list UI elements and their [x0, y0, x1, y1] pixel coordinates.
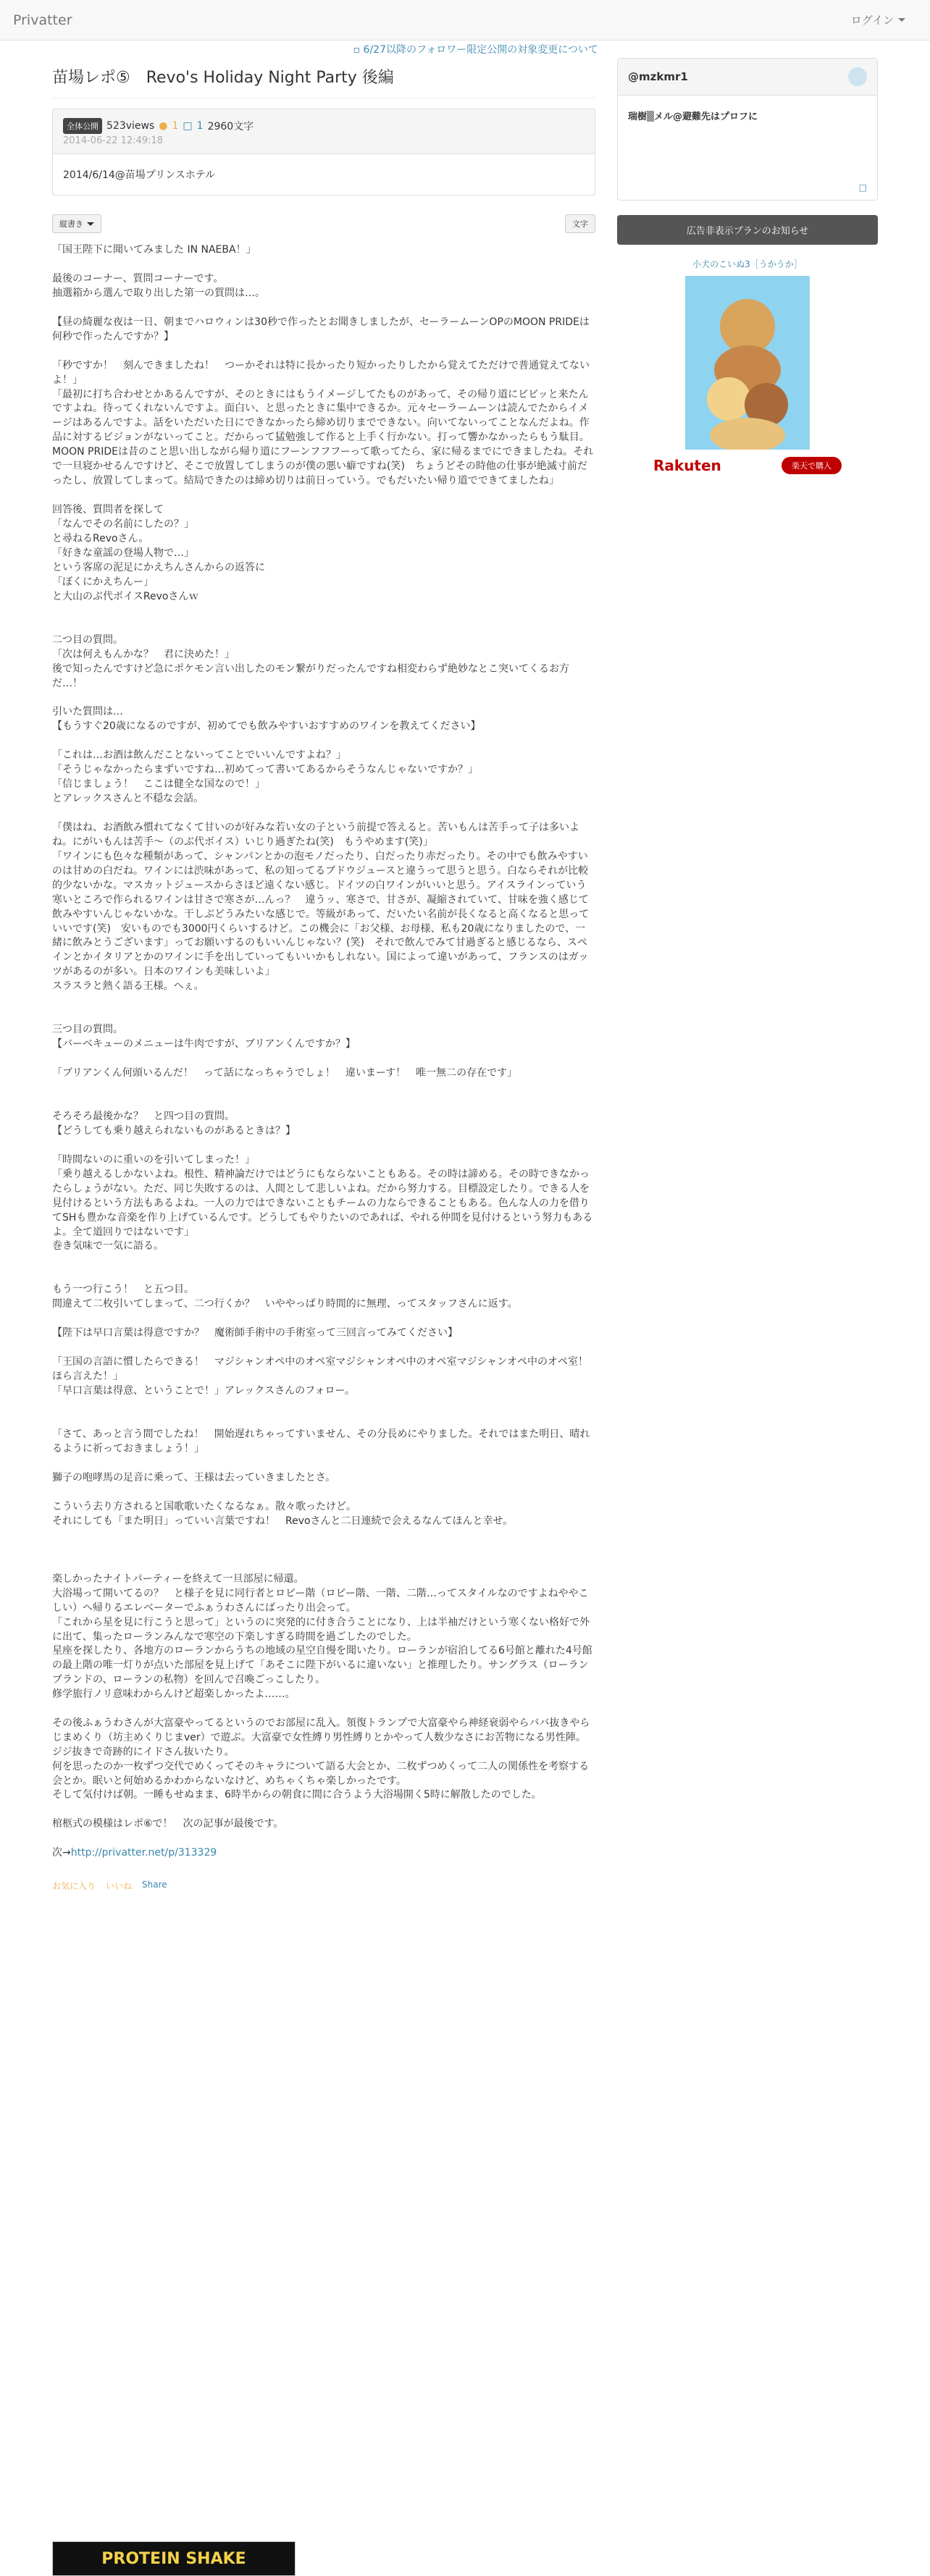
body-paragraph — [52, 1457, 595, 1471]
body-paragraph — [52, 1413, 595, 1428]
vertical-writing-button[interactable] — [52, 214, 101, 233]
bookmarks-count: 1 — [196, 120, 204, 132]
body-paragraph: 【もうすぐ20歳になるのですが、初めてでも飲みやすいおすすめのワインを教えてください】 — [52, 720, 481, 733]
body-paragraph — [52, 691, 595, 705]
body-paragraph — [52, 1341, 595, 1355]
rakuten-logo: Rakuten — [653, 457, 721, 474]
profile-header — [618, 59, 877, 96]
char-count: 2960文字 — [207, 121, 254, 132]
like-icon: ● — [159, 120, 168, 132]
next-post-link[interactable]: http://privatter.net/p/313329 — [70, 1847, 217, 1859]
body-paragraph: 「なんでその名前にしたの？」 — [52, 518, 194, 530]
profile-bio: 瑞樹▒メル@避難先はプロフに — [628, 111, 758, 122]
ad-plan-button[interactable]: 広告非表示プランのお知らせ — [617, 215, 878, 245]
body-paragraph — [52, 301, 595, 316]
body-paragraph: 「最初に打ち合わせとかあるんですが、そのときにはもうイメージしてたものがあって、その帰り道にビビッと来たんですよね。待ってくれないんですよ。面白い、と思ったときに集中できるか。元々セーラームーンは読んでたからイメージはあるんですよ。話をいただいた日にできなかったら締め切りまでできない。向いてないってことなんだよね。作品に対するビジョンがないってこと。だからって猛勉強して作ると上手く行かない。打って響かなかったらもう駄目。MOON PRIDEは昔のこと思い出しながら帰り道にフーンフフフーって歌ってたら、家に帰るまでにできましたね。それで一旦寝かせるんですけど、そこで放置してしまうのが僕の悪い癖ですね(笑) ちょうどその時他の仕事が絶滅寸前だったし、放置してしまって。結局できたのは締め切りは前日っていう。でもだいたい帰り道でできてましたね」 — [52, 388, 594, 487]
bookmark-icon: □ — [183, 120, 193, 132]
body-paragraph: そろそろ最後かな？ と四つ目の質問。 — [52, 1111, 235, 1122]
body-paragraph: 【どうしても乗り越えられないものがあるときは？】 — [52, 1125, 296, 1137]
main-content — [52, 56, 598, 1892]
body-paragraph: 「好きな童謡の登場人物で…」 — [52, 547, 194, 559]
body-paragraph: 「乗り越えるしかないよね。根性、精神論だけではどうにもならないこともある。その時は諦める。その時できなかったらしょうがない。ただ、同じ失敗するのは、人間として悲しいよね。だから努力する。目標設定したり。できる人を見付けるという方法もあるよね。一人の力ではできないこともチームの力ならできることもある。色んな人の力を借りてSHも豊かな音楽を作り上げているんです。どうしてもやりたいのであれば、やれる仲間を見付けるという努力もあるよ。全て道回りではないです」 — [52, 1169, 593, 1238]
body-paragraph: 獅子の咆哮馬の足音に乗って、王様は去っていきましたとさ。 — [52, 1471, 336, 1483]
body-paragraph: 【バーベキューのメニューは牛肉ですが、ブリアンくんですか？】 — [52, 1038, 356, 1050]
favorite-button[interactable]: お気に入り — [52, 1881, 96, 1892]
body-paragraph: 楽しかったナイトパーティーを終えて一旦部屋に帰還。 — [52, 1573, 304, 1585]
body-paragraph: 三つ目の質問。 — [52, 1024, 123, 1035]
body-paragraph: と大山のぶ代ボイスRevoさんｗ — [52, 590, 199, 602]
body-paragraph: 何を思ったのか一枚ずつ交代でめくってそのキャラについて語る大会とか、二枚ずつめくって二人の関係性を考察する会とか。眠いと何始めるかわからないなけど、めちゃくちゃ楽しかったです。 — [52, 1760, 590, 1787]
body-paragraph: 「そうじゃなかったらまずいですね…初めてって書いてあるからそうなんじゃないですか？」 — [52, 764, 478, 776]
body-paragraph — [52, 1803, 595, 1817]
body-paragraph — [52, 489, 595, 503]
body-paragraph: その後ふぁうわさんが大富豪やってるというのでお部屋に乱入。領復トランプで大富豪やら神経衰弱やらババ抜きやらじまめくり（坊主めくりじまver）で遊ぶ。大富豪で女性縛り男性縛りとかやって人数少なさにお苦物になる男性陣。ジジ抜きで奇跡的にイドさん抜いたり。 — [52, 1717, 590, 1758]
body-paragraph — [52, 619, 595, 634]
buy-button[interactable]: 楽天で購入 — [782, 457, 842, 474]
body-paragraph — [52, 1139, 595, 1153]
body-paragraph: 「次は何えもんかな？ 君に決めた！」 — [52, 648, 235, 660]
meta-header — [53, 109, 595, 154]
dog-illustration-icon — [685, 276, 810, 450]
body-paragraph: 「信じましょう！ ここは健全な国なので！」 — [52, 778, 265, 791]
body-paragraph: 「これから星を見に行こうと思って」というのに突発的に付き合うことになり、上は半袖だけという寒くない格好で外に出て、集ったローランみんなで寒空の下楽しすぎる時間を過ごしたのでした。 — [52, 1616, 590, 1643]
next-label: 次→ — [52, 1847, 71, 1859]
post-summary: 2014/6/14@苗場プリンスホテル — [53, 154, 595, 195]
avatar[interactable] — [848, 67, 867, 86]
body-paragraph: 巻き気味で一気に語る。 — [52, 1240, 164, 1253]
body-paragraph: 【陛下は早口言葉は得意ですか？ 魔術師手術中の手術室って三回言ってみてください】 — [52, 1327, 458, 1339]
body-paragraph: 棺柩式の模様はレポ⑥で！ 次の記事が最後です。 — [52, 1818, 284, 1830]
body-paragraph — [52, 345, 595, 359]
body-paragraph — [52, 605, 595, 619]
sidebar — [617, 58, 878, 474]
book-title-link[interactable]: 小犬のこいぬ3［うかうか］ — [692, 259, 803, 269]
body-paragraph — [52, 1095, 595, 1110]
body-paragraph: 間違えて二枚引いてしまって、二つ行くか？ いややっぱり時間的に無理、ってスタッフさんに返す。 — [52, 1298, 518, 1310]
body-paragraph — [52, 1486, 595, 1500]
body-paragraph — [52, 1052, 595, 1066]
brand-logo[interactable]: Privatter — [13, 12, 72, 28]
body-paragraph — [52, 1544, 595, 1558]
post-title: 苗場レポ⑤ Revo's Holiday Night Party 後編 — [52, 56, 595, 98]
body-paragraph — [52, 1702, 595, 1717]
body-paragraph: という客席の泥足にかえちんさんからの返答に — [52, 561, 265, 573]
body-paragraph: 最後のコーナー、質問コーナーです。 — [52, 273, 224, 285]
caret-down-icon — [87, 222, 94, 226]
body-paragraph — [52, 258, 595, 272]
like-button[interactable]: いいね — [106, 1881, 133, 1892]
body-paragraph — [52, 1312, 595, 1326]
body-paragraph: それにしても「また明日」っていい言葉ですね！ Revoさんと二日連続で会えるなんてほんと幸せ。 — [52, 1515, 514, 1527]
body-paragraph — [52, 994, 595, 1009]
bottom-ad-text: PROTEIN SHAKE — [101, 2549, 246, 2568]
external-link-icon[interactable]: □ — [858, 182, 867, 193]
body-paragraph: 修学旅行ノリ意味わからんけど超楽しかったよ……。 — [52, 1688, 296, 1700]
views-count: 523views — [106, 120, 155, 132]
body-paragraph — [52, 1399, 595, 1413]
body-paragraph: 「さて、あっと言う間でしたね！ 開始遅れちゃってすいません、その分長めにやりました。それではまた明日、晴れるように祈っておきましょう！」 — [52, 1428, 590, 1455]
body-paragraph — [52, 1529, 595, 1544]
post-body — [52, 243, 598, 1861]
body-paragraph — [52, 1268, 595, 1283]
body-paragraph: そして気付けば朝。一睡もせぬまま、6時半からの朝食に間に合うよう大浴場開く5時に解散したのでした。 — [52, 1789, 542, 1801]
body-paragraph: 抽選箱から選んで取り出した第一の質問は…。 — [52, 287, 265, 299]
body-paragraph: こういう去り方されると国歌歌いたくなるなぁ。散々歌ったけど。 — [52, 1500, 356, 1512]
body-paragraph — [52, 1081, 595, 1095]
body-paragraph: 「時間ないのに重いのを引いてしまった！」 — [52, 1154, 255, 1166]
login-dropdown[interactable] — [851, 12, 905, 28]
body-paragraph: 引いた質問は… — [52, 706, 123, 718]
likes-count: 1 — [172, 120, 179, 132]
post-date: 2014-06-22 12:49:18 — [63, 135, 164, 146]
body-paragraph — [52, 1009, 595, 1023]
toolbar — [52, 214, 595, 233]
body-paragraph: 回答後、質問者を探して — [52, 503, 164, 515]
profile-card — [617, 58, 878, 201]
visibility-badge: 全体公開 — [63, 118, 102, 134]
body-paragraph: 「王国の言語に慣したらできる！ マジシャンオペ中のオペ室マジシャンオペ中のオペ室マジシャンオペ中のオペ室！ ほら言えた！」 — [52, 1356, 598, 1383]
body-paragraph: とアレックスさんと不穏な会話。 — [52, 793, 204, 805]
body-paragraph: 「これは…お酒は飲んだことないってことでいいんですよね？」 — [52, 749, 346, 762]
vertical-writing-label: 縦書き — [59, 219, 83, 229]
profile-body — [618, 96, 877, 200]
body-paragraph: と尋ねるRevoさん。 — [52, 532, 149, 544]
share-button[interactable]: Share — [142, 1880, 167, 1890]
login-label: ログイン — [850, 14, 894, 27]
body-paragraph: 大浴場って開いてるの？ と様子を見に同行者とロビー階（ロビー階、一階、二階…ってスタイルなのですよねややこしい）へ帰りるエレベーターでふぁうわさんにばったり出会って。 — [52, 1587, 589, 1614]
body-paragraph — [52, 1846, 595, 1861]
body-paragraph: 「ブリアンくん何頭いるんだ！ って話になっちゃうでしょ！ 違いまーす！ 唯一無二の存在です」 — [52, 1067, 518, 1079]
body-paragraph — [52, 1254, 595, 1268]
notice-link[interactable]: ▫ 6/27以降のフォロワー限定公開の対象変更について — [353, 44, 598, 56]
body-paragraph: 星座を探したり、各地方のローランからうちの地域の星空自慢を聞いたり。ローランが宿泊してる6号館と離れた4号館の最上階の唯一灯りが点いた部屋を見上げて「あそこに陛下がいるに違いない」と推理したり。サングラス（ローランブランドの、ローランの私物）を回んで召喚ごっこしたり。 — [52, 1645, 592, 1686]
body-paragraph: 「国王陛下に聞いてみました IN NAEBA！」 — [52, 244, 256, 256]
body-paragraph: 「早口言葉は得意、ということで！」アレックスさんのフォロー。 — [52, 1385, 355, 1397]
body-paragraph: 後で知ったんですけど急にポケモン言い出したのモン繋がりだったんですね相変わらず絶妙なとこ突いてくるお方だ…！ — [52, 662, 569, 689]
body-paragraph: 「僕はね、お酒飲み慣れてなくて甘いのが好みな若い女の子という前提で答えると。苦いもんは苦手って子は多いよね。にがいもんは苦手～（のぶ代ボイス）いじり過ぎたね(笑) もうやめます(笑)」 — [52, 822, 579, 849]
body-paragraph: もう一つ行こう！ と五つ目。 — [52, 1284, 194, 1296]
body-paragraph — [52, 1558, 595, 1573]
body-paragraph — [52, 734, 595, 749]
post-footer — [52, 1880, 595, 1892]
navbar — [0, 0, 930, 41]
body-paragraph: スラスラと熱く語る王様。へぇ。 — [52, 980, 204, 992]
rakuten-row — [639, 457, 856, 474]
body-paragraph: 「秒ですか！ 刻んできましたね！ つーかそれは特に長かったり短かったりしたから覚えてただけで普通覚えてないよ！」 — [52, 359, 590, 386]
book-ad — [639, 258, 856, 474]
profile-name[interactable]: @mzkmr1 — [628, 70, 688, 83]
body-paragraph: 「ぼくにかえちんー」 — [52, 576, 154, 588]
body-paragraph: 【昼の綺麗な夜は一日、朝までハロウィンは30秒で作ったとお聞きしましたが、セーラームーンOPのMOON PRIDEは何秒で作ったんですか？】 — [52, 316, 590, 342]
body-paragraph — [52, 807, 595, 821]
book-cover-image[interactable] — [685, 276, 810, 450]
body-paragraph — [52, 1832, 595, 1846]
caret-down-icon — [898, 18, 905, 22]
post-meta — [52, 109, 595, 195]
bottom-ad-banner[interactable] — [52, 2541, 296, 2576]
body-paragraph: 「ワインにも色々な種類があって、シャンパンとかの泡モノだったり、白だったり赤だったり。その中でも飲みやすいのは甘めの白だね。ワインには渋味があって、私の知ってるブドウジュースと違うって思うと思う。白ならそれが比較的少ないかな。マスカットジュースからさほど遠くない感じ。ドイツの白ワインがいいと思う。アイスラインっていう寒いところで作られるワインは甘さで寒さが…んっ？ 違うッ、寒さで、甘さが、凝縮されていて、甘味を強く感じて飲みやすいんじゃないかな。干しぶどうみたいな感じで。等級があって、だいたい名前が長くなると高くなると思っていいです(笑) 安いものでも3000円くらいするけど。この機会に「お父様、お母様、私も20歳になりましたので、一緒に飲みとうございます」ってお願いするのもいいんじゃない？(笑) それで飲んでみて甘過ぎると感じるなら、スペインとかイタリアとかのワインに手を出していってもいいかもしれない。国によって違いがあって、フランスのはガッツがあるのが多い。日本のワインも美味しいよ」 — [52, 851, 590, 978]
body-paragraph: 二つ目の質問。 — [52, 634, 123, 646]
font-size-button[interactable]: 文字 — [565, 214, 595, 233]
